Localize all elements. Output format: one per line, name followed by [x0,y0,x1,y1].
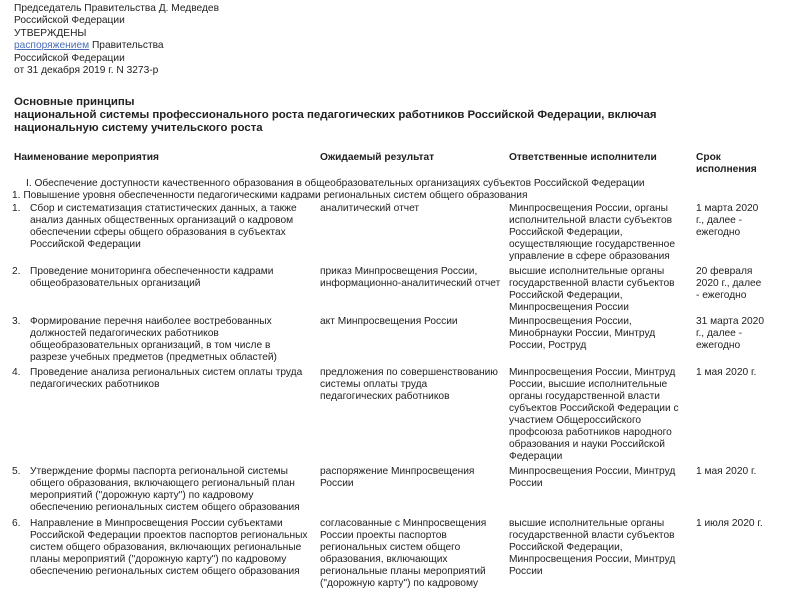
cell-result [320,266,506,290]
cell-deadline [696,466,788,478]
cell-line: Федерации [509,451,563,462]
cell-line: педагогических работников [30,379,160,390]
cell-line: государственной власти субъектов [509,530,675,541]
cell-line: анализ данных общественных организаций о кадровом [30,215,294,226]
cell-executors [509,266,689,314]
decree-link[interactable]: распоряжением [14,40,90,52]
cell-line: органы государственной власти [509,391,660,402]
cell-line: обеспечению региональных систем общего образования [30,566,300,577]
signature-line-2: Российской Федерации [14,15,125,27]
cell-line: 20 февраля [696,266,753,277]
cell-line: Российской Федерации, [509,227,623,238]
cell-line: распоряжение Минпросвещения [320,466,475,477]
cell-deadline [696,367,788,379]
cell-line: Российской Федерации, [509,542,623,553]
cell-line: предложения по совершенствованию [320,367,498,378]
cell-result [320,466,506,490]
cell-line: 31 марта 2020 [696,316,764,327]
cell-name [30,367,316,391]
cell-line: акт Минпросвещения России [320,316,458,327]
cell-line: России, Роструд [509,340,587,351]
cell-line: Минобрнауки России, Минтруд [509,328,656,339]
cell-line: приказ Минпросвещения России, [320,266,478,277]
cell-line: общеобразовательных организаций [30,278,201,289]
decree-date: от 31 декабря 2019 г. N 3273-р [14,65,159,77]
decree-line-2: Российской Федерации [14,52,125,64]
cell-line: разрезе учебных предметов (предметных областей) [30,352,277,363]
cell-line: - ежегодно [696,290,747,301]
cell-line: 2020 г., далее [696,278,762,289]
cell-result [320,367,506,403]
cell-line: должностей педагогических работников [30,328,219,339]
cell-line: Минпросвещения России, Минтруд [509,554,676,565]
cell-line: Сбор и систематизация статистических данных, а также [30,203,297,214]
cell-deadline [696,316,788,352]
cell-line: государственной власти субъектов [509,278,675,289]
cell-line: России [320,478,354,489]
cell-line: Российской Федерации, [509,290,623,301]
cell-line: Минпросвещения России, Минтруд [509,466,676,477]
cell-line: общеобразовательных организаций, в том числе в [30,340,271,351]
cell-line: региональные планы мероприятий [320,566,486,577]
cell-deadline [696,266,788,302]
cell-line: Российской Федерации проектов паспортов региональных [30,530,308,541]
cell-line: 1 марта 2020 [696,203,759,214]
cell-line: педагогических работников [320,391,450,402]
cell-line: ежегодно [696,227,741,238]
approved-label: УТВЕРЖДЕНЫ [14,27,87,39]
column-header-deadline-2: исполнения [696,164,757,175]
cell-line: аналитический отчет [320,203,420,214]
column-header-result: Ожидаемый результат [320,152,435,163]
cell-line: образования, включающих [320,554,448,565]
cell-line: исполнительной власти субъектов [509,215,673,226]
cell-line: Российской Федерации [30,239,141,250]
cell-line: управление в сфере образования [509,251,670,262]
cell-num: 6. [12,518,21,529]
cell-line: высшие исполнительные органы [509,266,665,277]
cell-line: ежегодно [696,340,741,351]
cell-line: общего образования, включающего региональный план [30,478,295,489]
cell-line: информационно-аналитический отчет [320,278,501,289]
cell-line: систем общего образования, включающих региональные [30,542,302,553]
cell-line: Утверждение формы паспорта региональной системы [30,466,289,477]
cell-line: Проведение мониторинга обеспеченности кадрами [30,266,274,277]
cell-line: России [509,566,543,577]
cell-line: России, высшие исполнительные [509,379,668,390]
subsection-heading: 1. Повышение уровня обеспеченности педагогическими кадрами региональных систем общего образования [12,190,528,201]
column-header-deadline-1: Срок [696,152,721,163]
cell-name [30,466,316,514]
cell-line: осуществляющие государственное [509,239,675,250]
cell-line: согласованные с Минпросвещения [320,518,487,529]
cell-line: высшие исполнительные органы [509,518,665,529]
cell-deadline [696,518,788,530]
cell-executors [509,466,689,490]
cell-line: мероприятий ("дорожную карту") по кадровому [30,490,254,501]
approval-header [14,3,219,77]
cell-line: 1 июля 2020 г. [696,518,763,529]
cell-line: России [509,478,543,489]
decree-line-rest: Правительства [89,40,164,52]
cell-line: обеспечению региональных систем общего образования [30,502,300,513]
cell-num: 2. [12,266,21,277]
cell-name [30,203,316,251]
cell-result [320,316,506,328]
cell-line: Направление в Минпросвещения России субъектами [30,518,283,529]
cell-num: 3. [12,316,21,327]
cell-line: Формирование перечня наиболее востребованных [30,316,272,327]
cell-line: Минпросвещения России, Минтруд [509,367,676,378]
decree-line [14,40,219,52]
cell-line: Минпросвещения России, [509,316,632,327]
cell-line: г., далее - [696,328,743,339]
cell-line: субъектов Российской Федерации с [509,403,679,414]
cell-name [30,518,316,578]
cell-name [30,316,316,364]
cell-num: 4. [12,367,21,378]
cell-num: 1. [12,203,21,214]
title-line-1: Основные принципы [14,96,135,108]
column-header-name: Наименование мероприятия [14,152,159,163]
cell-deadline [696,203,788,239]
cell-line: региональных систем общего [320,542,461,553]
cell-result [320,203,506,215]
column-header-deadline [696,152,757,176]
cell-executors [509,367,689,463]
column-header-executors: Ответственные исполнители [509,152,657,163]
cell-num: 5. [12,466,21,477]
cell-line: образования и науки Российской [509,439,665,450]
cell-executors [509,203,689,263]
signature-line: Председатель Правительства Д. Медведев [14,3,220,14]
cell-line: 1 мая 2020 г. [696,367,757,378]
cell-executors [509,316,689,352]
cell-name [30,266,316,290]
cell-line: России проекты паспортов [320,530,447,541]
cell-line: обеспечении сферы общего образования в субъектах [30,227,286,238]
cell-line: 1 мая 2020 г. [696,466,757,477]
section-heading: I. Обеспечение доступности качественного образования в общеобразовательных организациях субъектов Российской Федерации [26,178,645,189]
cell-executors [509,518,689,578]
document-title [14,96,774,134]
cell-line: профсоюза работников народного [509,427,672,438]
cell-line: участием Общероссийского [509,415,642,426]
cell-line: ("дорожную карту") по кадровому [320,578,479,589]
cell-line: Минпросвещения России, органы [509,203,668,214]
cell-line: планы мероприятий ("дорожную карту") по кадровому [30,554,287,565]
title-line-2: национальной системы профессионального роста педагогических работников Российской Федерации, включая [14,108,657,121]
cell-result [320,518,506,590]
cell-line: системы оплаты труда [320,379,428,390]
title-line-3: национальную систему учительского роста [14,121,263,134]
cell-line: г., далее - [696,215,743,226]
cell-line: Минпросвещения России [509,302,629,313]
cell-line: Проведение анализа региональных систем оплаты труда [30,367,303,378]
